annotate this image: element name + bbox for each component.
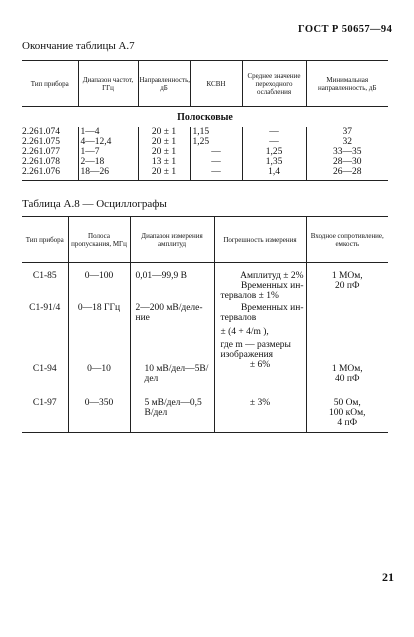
col-header-min-directivity: Минимальная направленность, дБ	[306, 61, 388, 107]
cell-bandwidth: 0—10	[68, 360, 130, 384]
col-header-frequency-range: Диапазон частот, ГГц	[78, 61, 138, 107]
input-line: 50 Ом,	[333, 398, 361, 408]
col-header-directivity: Направленность, дБ	[138, 61, 190, 107]
section-title: Полосковые	[177, 112, 233, 123]
cell-directivity: 20 ± 1	[138, 147, 190, 157]
cell-bandwidth: 0—18 ГГц	[68, 301, 130, 360]
cell-range: 1—4	[78, 127, 138, 137]
cell-directivity: 20 ± 1	[138, 127, 190, 137]
error-line: изображения	[220, 350, 274, 360]
table-row	[22, 301, 388, 360]
cell-attenuation: 1,35	[242, 157, 306, 167]
cell-range: 2—18	[78, 157, 138, 167]
cell-min-directivity: 37	[306, 127, 388, 137]
cell-amplitude-range: 2—200 мВ/деле-ние	[130, 301, 214, 360]
col-header-vswr: КСВН	[190, 61, 242, 107]
table-a8-caption: Таблица А.8 — Осциллографы	[22, 198, 167, 210]
cell-type: 2.261.077	[22, 147, 60, 157]
cell-attenuation: 1,4	[242, 167, 306, 181]
error-line: Амплитуд ± 2%	[240, 271, 304, 281]
table-row	[22, 167, 388, 181]
error-line: Временных ин-	[240, 303, 304, 313]
table-row	[22, 137, 388, 147]
cell-error	[214, 301, 306, 360]
table-a7-caption: Окончание таблицы А.7	[22, 40, 135, 52]
input-line: 4 пФ	[337, 418, 358, 428]
cell-amplitude-range: 5 мВ/дел—0,5 В/дел	[130, 384, 214, 433]
cell-error: ± 3%	[214, 384, 306, 433]
error-line: тервалов	[220, 313, 257, 323]
error-line: тервалов ± 1%	[220, 291, 279, 301]
cell-attenuation: 1,25	[242, 147, 306, 157]
cell-vswr: —	[190, 157, 242, 167]
cell-amplitude-range: 0,01—99,9 В	[130, 263, 214, 302]
cell-min-directivity: 28—30	[306, 157, 388, 167]
cell-error	[214, 263, 306, 302]
cell-type: 2.261.075	[22, 137, 60, 147]
error-line: Временных ин-	[240, 281, 304, 291]
cell-directivity: 20 ± 1	[138, 137, 190, 147]
cell-type: С1-85	[32, 271, 57, 281]
input-line: 20 пФ	[335, 281, 360, 291]
cell-vswr: —	[190, 167, 242, 181]
col-header-bandwidth: Полоса пропускания, МГц	[68, 217, 130, 263]
cell-input	[306, 384, 388, 433]
table-row	[22, 147, 388, 157]
error-line: где m — размеры	[220, 340, 291, 350]
cell-directivity: 13 ± 1	[138, 157, 190, 167]
table-row	[22, 157, 388, 167]
cell-min-directivity: 26—28	[306, 167, 388, 181]
document-header: ГОСТ Р 50657—94	[298, 24, 393, 35]
cell-type: 2.261.074	[22, 127, 60, 137]
cell-directivity: 20 ± 1	[138, 167, 190, 181]
table-a7	[22, 60, 388, 181]
cell-attenuation: —	[242, 127, 306, 137]
cell-min-directivity: 32	[306, 137, 388, 147]
col-header-type: Тип прибора	[25, 235, 64, 244]
table-a8	[22, 216, 388, 433]
cell-vswr: —	[190, 147, 242, 157]
cell-amplitude-range: 10 мВ/дел—5В/дел	[130, 360, 214, 384]
table-row	[22, 127, 388, 137]
cell-type: 2.261.078	[22, 157, 60, 167]
cell-type: С1-94	[32, 364, 57, 374]
col-header-amplitude-range: Диапазон измерения амплитуд	[130, 217, 214, 263]
table-row	[22, 263, 388, 302]
input-line: 1 МОм,	[331, 271, 363, 281]
cell-type: С1-97	[32, 398, 57, 408]
cell-error: ± 6%	[214, 360, 306, 384]
cell-bandwidth: 0—350	[68, 384, 130, 433]
cell-range: 4—12,4	[78, 137, 138, 147]
input-line: 40 пФ	[335, 374, 360, 384]
cell-type: 2.261.076	[22, 167, 60, 177]
col-header-error: Погрешность измерения	[214, 217, 306, 263]
error-line: ± (4 + 4/m ),	[220, 327, 269, 337]
cell-vswr: 1,15	[190, 127, 242, 137]
table-row	[22, 360, 388, 384]
cell-input	[306, 360, 388, 384]
cell-range: 18—26	[78, 167, 138, 181]
cell-min-directivity: 33—35	[306, 147, 388, 157]
input-line: 1 МОм,	[331, 364, 363, 374]
page-number: 21	[382, 570, 394, 584]
cell-attenuation: —	[242, 137, 306, 147]
cell-range: 1—7	[78, 147, 138, 157]
col-header-type: Тип прибора	[30, 79, 69, 88]
col-header-input: Входное сопротивление, емкость	[306, 217, 388, 263]
cell-type: С1-91/4	[29, 303, 61, 313]
col-header-transition-attenuation: Среднее значение переходного ослабления	[242, 61, 306, 107]
cell-input	[306, 263, 388, 302]
input-line: 100 кОм,	[329, 408, 366, 418]
cell-vswr: 1,25	[190, 137, 242, 147]
cell-bandwidth: 0—100	[68, 263, 130, 302]
table-row	[22, 384, 388, 433]
